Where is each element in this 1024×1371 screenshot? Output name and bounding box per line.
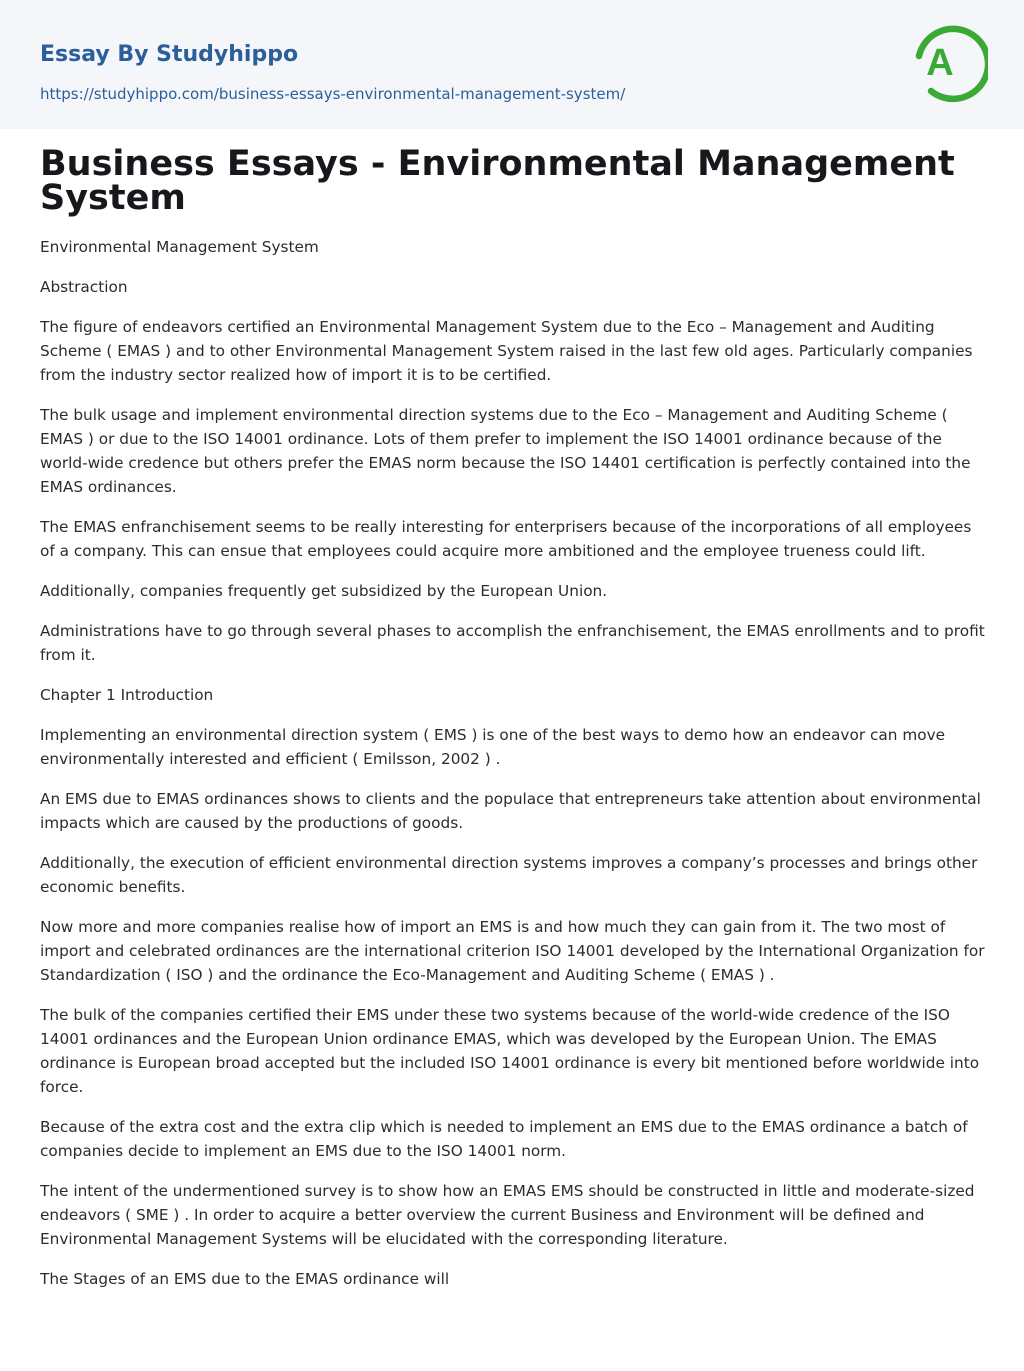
logo-letter: A xyxy=(926,42,954,84)
page-title: Business Essays - Environmental Management System xyxy=(40,144,955,218)
article-paragraph: The bulk usage and implement environmental direction systems due to the Eco – Management and Auditing Scheme ( EMAS ) or due to the ISO 14001 ordinance. Lots of them prefer to implement the ISO 14001 ordinance because of the world-wide credence but others prefer the EMAS norm because the ISO 14401 certification is perfectly contained into the EMAS ordinances. xyxy=(40,406,971,496)
article-paragraph: Administrations have to go through several phases to accomplish the enfranchisement, the EMAS enrollments and to profit from it. xyxy=(40,622,985,664)
studyhippo-logo-icon[interactable] xyxy=(910,18,988,106)
article-paragraph: An EMS due to EMAS ordinances shows to clients and the populace that entrepreneurs take attention about environmental impacts which are caused by the productions of goods. xyxy=(40,790,981,832)
article-paragraph: The figure of endeavors certified an Environmental Management System due to the Eco – Management and Auditing Scheme ( EMAS ) and to other Environmental Management System raised in the last few old ages. Particularly companies from the industry sector realized how of import it is to be certified. xyxy=(40,318,973,384)
article-paragraph: The intent of the undermentioned survey is to show how an EMAS EMS should be constructed in little and moderate-sized endeavors ( SME ) . In order to acquire a better overview the current Business and Environment will be defined and Environmental Management Systems will be elucidated with the corresponding literature. xyxy=(40,1182,975,1248)
article-paragraph: Environmental Management System xyxy=(40,238,319,256)
site-header xyxy=(0,0,1024,129)
article-paragraph: Additionally, the execution of efficient environmental direction systems improves a company’s processes and brings other economic benefits. xyxy=(40,854,978,896)
article-paragraph: The bulk of the companies certified their EMS under these two systems because of the world-wide credence of the ISO 14001 ordinances and the European Union ordinance EMAS, which was developed by the European Union. The EMAS ordinance is European broad accepted but the included ISO 14001 ordinance is every bit mentioned before worldwide into force. xyxy=(40,1006,980,1096)
article-paragraph: Additionally, companies frequently get subsidized by the European Union. xyxy=(40,582,608,600)
site-title[interactable]: Essay By Studyhippo xyxy=(40,42,299,67)
article-paragraph: Implementing an environmental direction system ( EMS ) is one of the best ways to demo how an endeavor can move environmentally interested and efficient ( Emilsson, 2002 ) . xyxy=(40,726,946,768)
source-url-link[interactable]: https://studyhippo.com/business-essays-environmental-management-system/ xyxy=(40,85,626,103)
article xyxy=(40,144,988,1307)
article-paragraph: The Stages of an EMS due to the EMAS ordinance will xyxy=(40,1270,450,1288)
article-paragraph: Now more and more companies realise how of import an EMS is and how much they can gain from it. The two most of import and celebrated ordinances are the international criterion ISO 14001 developed by the International Organization for Standardization ( ISO ) and the ordinance the Eco-Management and Auditing Scheme ( EMAS ) . xyxy=(40,918,985,984)
article-paragraph: Abstraction xyxy=(40,278,128,296)
article-paragraph: Because of the extra cost and the extra clip which is needed to implement an EMS due to the EMAS ordinance a batch of companies decide to implement an EMS due to the ISO 14001 norm. xyxy=(40,1118,968,1160)
article-paragraph: The EMAS enfranchisement seems to be really interesting for enterprisers because of the incorporations of all employees of a company. This can ensue that employees could acquire more ambitioned and the employee trueness could lift. xyxy=(40,518,972,560)
article-paragraph: Chapter 1 Introduction xyxy=(40,686,214,704)
